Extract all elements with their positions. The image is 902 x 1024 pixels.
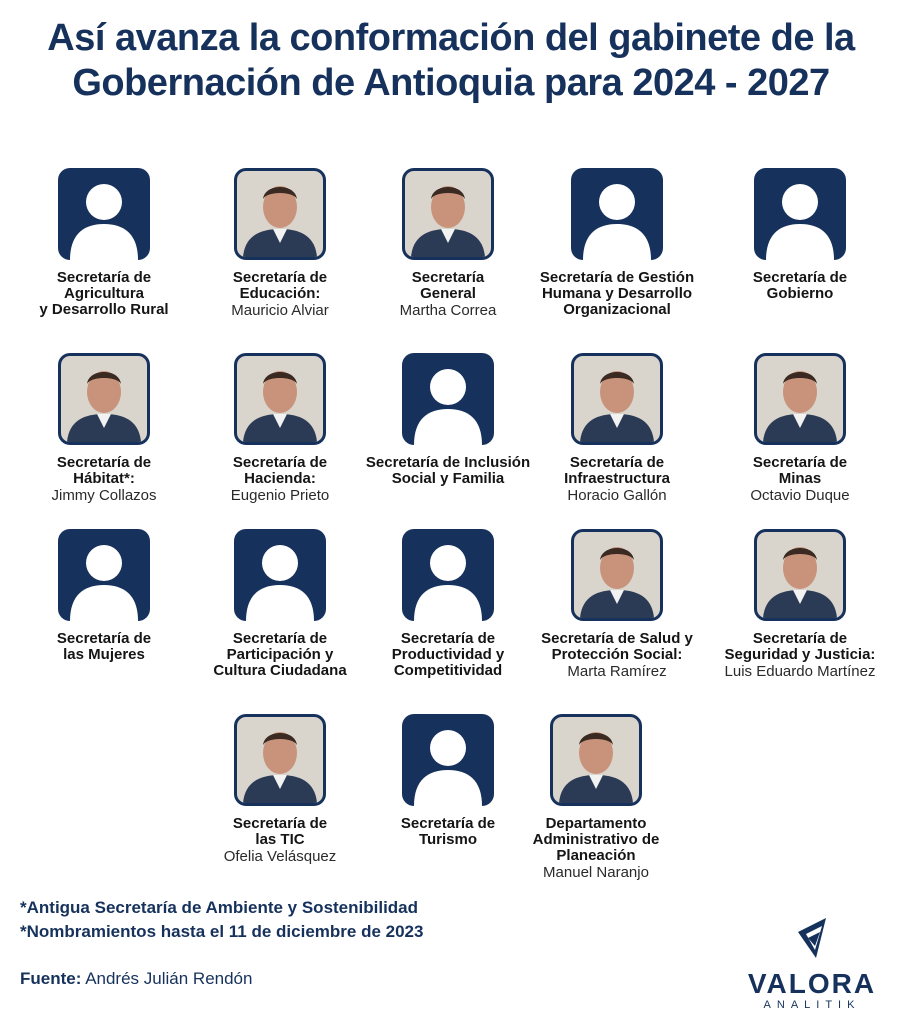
official-name: Martha Correa [399, 302, 497, 319]
vacant-placeholder [402, 353, 494, 445]
cabinet-card [508, 714, 684, 881]
office-title [192, 270, 368, 302]
office-title-line: Secretaría de [752, 454, 848, 471]
logo-mark-icon [792, 918, 832, 960]
person-icon [402, 714, 494, 806]
official-photo [402, 168, 494, 260]
portrait-icon [757, 356, 843, 442]
office-title [16, 455, 192, 487]
office-title-line: Secretaría de [400, 815, 496, 832]
vacant-placeholder [58, 168, 150, 260]
official-photo [234, 714, 326, 806]
office-title-line: Secretaría de [752, 630, 848, 647]
office-title [192, 455, 368, 487]
office-title [529, 455, 705, 487]
official-name: Ofelia Velásquez [223, 848, 337, 865]
title-line-1: Así avanza la conformación del gabinete de la [47, 17, 855, 59]
office-title-line: Cultura Ciudadana [213, 662, 347, 679]
source-label: Fuente: [20, 969, 82, 988]
office-title-line: Hábitat*: [73, 470, 135, 487]
office-title-line: Gobierno [766, 285, 834, 302]
official-photo [234, 353, 326, 445]
office-title-line: Secretaría de [569, 454, 665, 471]
cabinet-card [529, 529, 705, 680]
person-icon [58, 529, 150, 621]
cabinet-card [712, 168, 888, 302]
person-icon [234, 529, 326, 621]
office-title-line: General [420, 285, 476, 302]
official-photo [550, 714, 642, 806]
vacant-placeholder [571, 168, 663, 260]
title-line-2: Gobernación de Antioquia para 2024 - 2027 [72, 62, 830, 104]
cabinet-card [529, 353, 705, 504]
office-title-line: Departamento [545, 815, 647, 832]
person-icon [402, 353, 494, 445]
cabinet-card [192, 714, 368, 865]
portrait-icon [574, 532, 660, 618]
official-photo [754, 353, 846, 445]
office-title [16, 631, 192, 663]
office-title-line: y Desarrollo Rural [39, 301, 169, 318]
portrait-icon [237, 356, 323, 442]
office-title-line: Turismo [418, 831, 478, 848]
source-value: Andrés Julián Rendón [85, 969, 253, 988]
office-title [360, 270, 536, 302]
vacant-placeholder [402, 529, 494, 621]
office-title-line: Infraestructura [564, 470, 670, 487]
office-title-line: Secretaría de Inclusión [365, 454, 531, 471]
footnote-2: *Nombramientos hasta el 11 de diciembre de 2023 [20, 922, 424, 941]
office-title [529, 631, 705, 663]
cabinet-card [360, 353, 536, 487]
source-credit [20, 969, 252, 989]
office-title [712, 631, 888, 663]
official-photo [571, 529, 663, 621]
office-title [192, 816, 368, 848]
cabinet-card [529, 168, 705, 318]
office-title-line: Secretaría de [56, 454, 152, 471]
office-title-line: Seguridad y Justicia: [724, 646, 876, 663]
official-name: Octavio Duque [750, 487, 850, 504]
official-photo [234, 168, 326, 260]
portrait-icon [61, 356, 147, 442]
logo-sub: ANALITIK [763, 999, 861, 1011]
official-name: Manuel Naranjo [543, 864, 649, 881]
official-photo [754, 529, 846, 621]
person-icon [754, 168, 846, 260]
office-title-line: Administrativo de [532, 831, 660, 848]
cabinet-card [192, 168, 368, 319]
person-icon [571, 168, 663, 260]
footnotes [20, 896, 423, 944]
office-title-line: Secretaría de Gestión [539, 269, 695, 286]
official-name: Luis Eduardo Martínez [724, 663, 876, 680]
office-title-line: Participación y [226, 646, 334, 663]
office-title-line: Competitividad [393, 662, 503, 679]
cabinet-card [16, 168, 192, 318]
office-title [192, 631, 368, 679]
official-photo [58, 353, 150, 445]
office-title-line: Secretaría de Salud y [541, 630, 693, 647]
cabinet-card [16, 529, 192, 663]
office-title-line: las Mujeres [63, 646, 145, 663]
office-title-line: Humana y Desarrollo [541, 285, 693, 302]
vacant-placeholder [234, 529, 326, 621]
office-title [16, 270, 192, 318]
official-name: Mauricio Alviar [231, 302, 329, 319]
portrait-icon [237, 717, 323, 803]
vacant-placeholder [58, 529, 150, 621]
office-title [712, 270, 888, 302]
portrait-icon [574, 356, 660, 442]
office-title-line: Minas [778, 470, 822, 487]
cabinet-card [16, 353, 192, 504]
cabinet-card [192, 353, 368, 504]
cabinet-card [360, 168, 536, 319]
valora-logo [742, 918, 882, 1011]
logo-word: VALORA [747, 968, 877, 999]
office-title-line: las TIC [255, 831, 305, 848]
official-photo [571, 353, 663, 445]
office-title-line: Secretaría [411, 269, 485, 286]
office-title-line: Secretaría de [400, 630, 496, 647]
office-title [712, 455, 888, 487]
office-title-line: Secretaría de [232, 630, 328, 647]
cabinet-card [192, 529, 368, 679]
office-title-line: Protección Social: [551, 646, 683, 663]
portrait-icon [553, 717, 639, 803]
official-name: Jimmy Collazos [51, 487, 157, 504]
office-title-line: Secretaría de [56, 269, 152, 286]
official-name: Marta Ramírez [567, 663, 667, 680]
person-icon [58, 168, 150, 260]
office-title [508, 816, 684, 864]
office-title-line: Secretaría de [232, 454, 328, 471]
portrait-icon [237, 171, 323, 257]
portrait-icon [757, 532, 843, 618]
vacant-placeholder [402, 714, 494, 806]
footnote-1: *Antigua Secretaría de Ambiente y Sostenibilidad [20, 898, 419, 917]
office-title-line: Hacienda: [244, 470, 316, 487]
portrait-icon [405, 171, 491, 257]
office-title-line: Educación: [239, 285, 321, 302]
office-title-line: Productividad y [391, 646, 505, 663]
cabinet-card [360, 529, 536, 679]
office-title [529, 270, 705, 318]
official-name: Horacio Gallón [567, 487, 667, 504]
cabinet-card [712, 353, 888, 504]
person-icon [402, 529, 494, 621]
office-title [360, 631, 536, 679]
official-name: Eugenio Prieto [230, 487, 330, 504]
office-title-line: Secretaría de [56, 630, 152, 647]
office-title-line: Agricultura [63, 285, 144, 302]
office-title-line: Secretaría de [752, 269, 848, 286]
office-title-line: Planeación [556, 847, 636, 864]
page-title [0, 16, 902, 106]
office-title-line: Secretaría de [232, 269, 328, 286]
office-title [360, 455, 536, 487]
office-title-line: Organizacional [563, 301, 671, 318]
vacant-placeholder [754, 168, 846, 260]
office-title-line: Secretaría de [232, 815, 328, 832]
office-title-line: Social y Familia [391, 470, 505, 487]
cabinet-card [712, 529, 888, 680]
